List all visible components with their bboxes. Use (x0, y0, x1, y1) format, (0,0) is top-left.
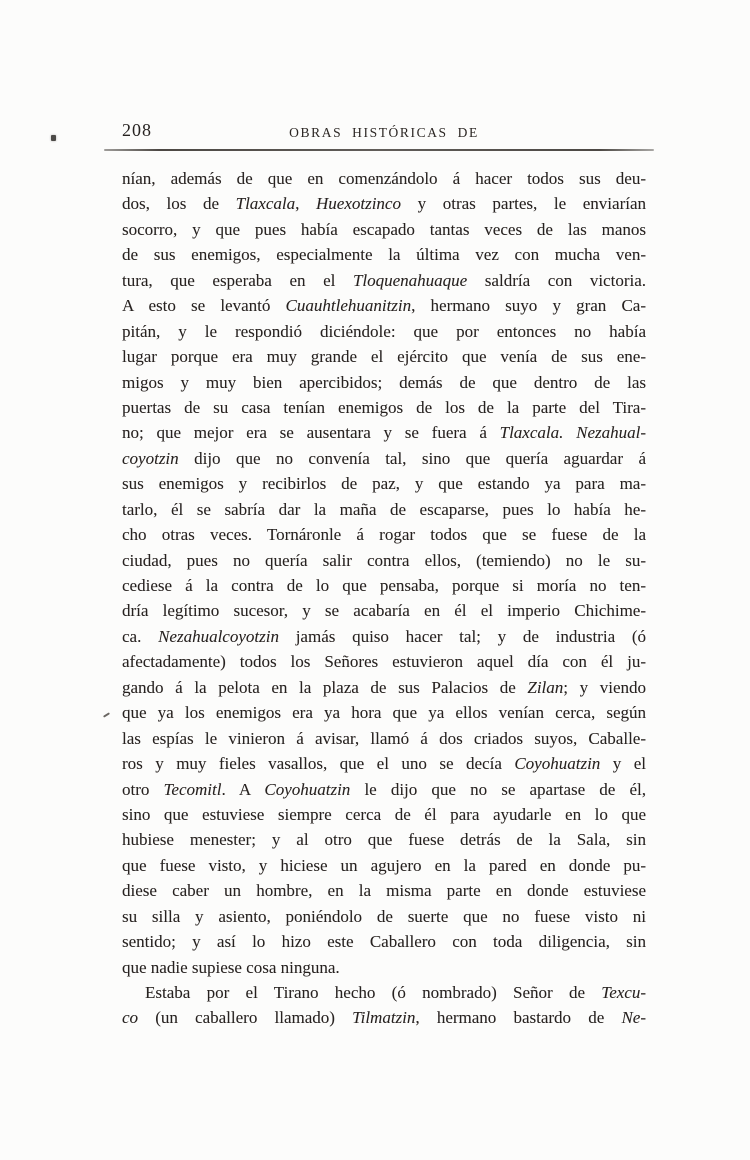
text-segment: gando á la pelota en la plaza de sus Palacios de (122, 677, 528, 697)
text-segment: sus enemigos y recibirlos de paz, y que estando ya para ma- (122, 474, 646, 494)
text-segment: sino que estuviese siempre cerca de él para ayudarle en lo que (122, 804, 646, 824)
italic-name: Coyohuatzin (264, 779, 351, 799)
text-segment: dría legítimo sucesor, y se acabaría en él el imperio Chichime- (122, 601, 646, 621)
italic-name: Nezahual- (576, 423, 646, 443)
text-line (122, 344, 646, 369)
text-segment: su silla y asiento, poniéndolo de suerte que no fuese visto ni (122, 906, 646, 926)
text-segment: tarlo, él se sabría dar la maña de escaparse, pues lo había he- (122, 499, 646, 519)
text-line (122, 675, 646, 700)
running-title: OBRAS HISTÓRICAS DE (289, 125, 479, 140)
text-segment: puertas de su casa tenían enemigos de los de la parte del Tira- (122, 397, 646, 417)
italic-name: co (122, 1008, 139, 1028)
italic-name: Nezahualcoyotzin (158, 626, 279, 646)
text-segment: le dijo que no se apartase de él, (350, 779, 646, 799)
italic-name: Tecomitl (163, 779, 222, 799)
text-line (122, 370, 646, 395)
text-line (122, 242, 646, 267)
text-segment: ca. (122, 626, 159, 646)
text-segment: sentido; y así lo hizo este Caballero con toda diligencia, sin (122, 932, 646, 952)
italic-name: Ne- (621, 1008, 646, 1028)
text-segment: de sus enemigos, especialmente la última vez con mucha ven- (122, 245, 646, 265)
text-segment: Estaba por el Tirano hecho (ó nombrado) Señor de (145, 983, 602, 1002)
text-line (122, 217, 646, 242)
text-line (122, 446, 646, 471)
italic-name: Texcu- (601, 983, 646, 1002)
text-segment: cediese á la contra de lo que pensaba, porque si moría no ten- (122, 576, 646, 595)
text-line (122, 573, 646, 598)
text-line (122, 522, 646, 547)
text-segment: dijo que no convenía tal, sino que quería aguardar á (178, 448, 646, 468)
text-segment: y otras partes, le enviarían (400, 194, 646, 214)
header-rule (104, 149, 654, 151)
italic-name: Zilan (527, 677, 564, 697)
text-line (122, 955, 646, 980)
margin-mark (103, 712, 110, 717)
italic-name: Tlaxcala. (499, 423, 577, 443)
text-segment: , hermano bastardo de (415, 1008, 622, 1028)
text-line (122, 751, 646, 776)
text-line (122, 1005, 646, 1030)
text-segment: jamás quiso hacer tal; y de industria (ó (278, 626, 646, 646)
text-segment: dos, los de (122, 194, 236, 214)
text-line (122, 166, 646, 191)
italic-name: Tlaxcala (235, 194, 296, 214)
text-segment: , (295, 194, 316, 214)
text-line (122, 471, 646, 496)
text-line (122, 548, 646, 573)
text-segment: no; que mejor era se ausentara y se fuera á (122, 423, 500, 443)
text-segment: socorro, y que pues había escapado tantas veces de las manos (122, 219, 646, 239)
text-segment: afectadamente) todos los Señores estuvieron aquel día con él ju- (122, 652, 646, 672)
text-segment: hubiese menester; y al otro que fuese detrás de la Sala, sin (122, 830, 646, 850)
italic-name: Coyohuatzin (514, 754, 601, 774)
text-segment: (un caballero llamado) (138, 1008, 353, 1028)
text-segment: que ya los enemigos era ya hora que ya ellos venían cerca, según (122, 703, 646, 723)
text-segment: . A (221, 779, 265, 799)
italic-name: Tilmatzin (352, 1008, 416, 1028)
text-segment: ros y muy fieles vasallos, que el uno se decía (122, 754, 515, 774)
page-number: 208 (122, 120, 152, 140)
text-line (122, 700, 646, 725)
text-segment: , hermano suyo y gran Ca- (411, 296, 646, 316)
text-segment: tura, que esperaba en el (122, 270, 353, 290)
text-line (122, 777, 646, 802)
text-line (122, 802, 646, 827)
text-segment: diese caber un hombre, en la misma parte en donde estuviese (122, 881, 646, 901)
italic-name: Cuauhtlehuanitzin (285, 296, 412, 316)
text-segment: ; y viendo (563, 677, 646, 697)
text-line (122, 268, 646, 293)
italic-name: coyotzin (122, 448, 179, 468)
text-segment: migos y muy bien apercibidos; demás de que dentro de las (122, 372, 646, 392)
text-segment: otro (122, 779, 164, 799)
text-line (122, 980, 646, 1005)
text-segment: que fuese visto, y hiciese un agujero en la pared en donde pu- (122, 855, 646, 875)
text-line (122, 929, 646, 954)
text-segment: y el (600, 754, 646, 774)
text-segment: saldría con victoria. (467, 270, 646, 290)
text-line (122, 853, 646, 878)
text-line (122, 598, 646, 623)
text-line (122, 293, 646, 318)
text-line (122, 649, 646, 674)
text-line (122, 904, 646, 929)
text-segment: que nadie supiese cosa ninguna. (122, 957, 340, 977)
text-line (122, 827, 646, 852)
text-segment: las espías le vinieron á avisar, llamó á dos criados suyos, Caballe- (122, 728, 646, 748)
text-line (122, 624, 646, 649)
body-text (122, 166, 646, 1031)
scan-speck (51, 135, 56, 141)
text-segment: A esto se levantó (122, 296, 286, 316)
text-line (122, 420, 646, 445)
text-line (122, 395, 646, 420)
text-segment: pitán, y le respondió diciéndole: que por entonces no había (122, 321, 646, 341)
text-line (122, 191, 646, 216)
text-segment: nían, además de que en comenzándolo á hacer todos sus deu- (122, 169, 646, 188)
text-line (122, 726, 646, 751)
text-segment: cho otras veces. Tornáronle á rogar todos que se fuese de la (122, 525, 646, 545)
italic-name: Huexotzinco (316, 194, 401, 214)
text-segment: lugar porque era muy grande el ejército que venía de sus ene- (122, 347, 646, 367)
text-line (122, 497, 646, 522)
italic-name: Tloquenahuaque (352, 270, 468, 290)
text-line (122, 878, 646, 903)
text-line (122, 319, 646, 344)
text-segment: ciudad, pues no quería salir contra ellos, (temiendo) no le su- (122, 550, 646, 570)
